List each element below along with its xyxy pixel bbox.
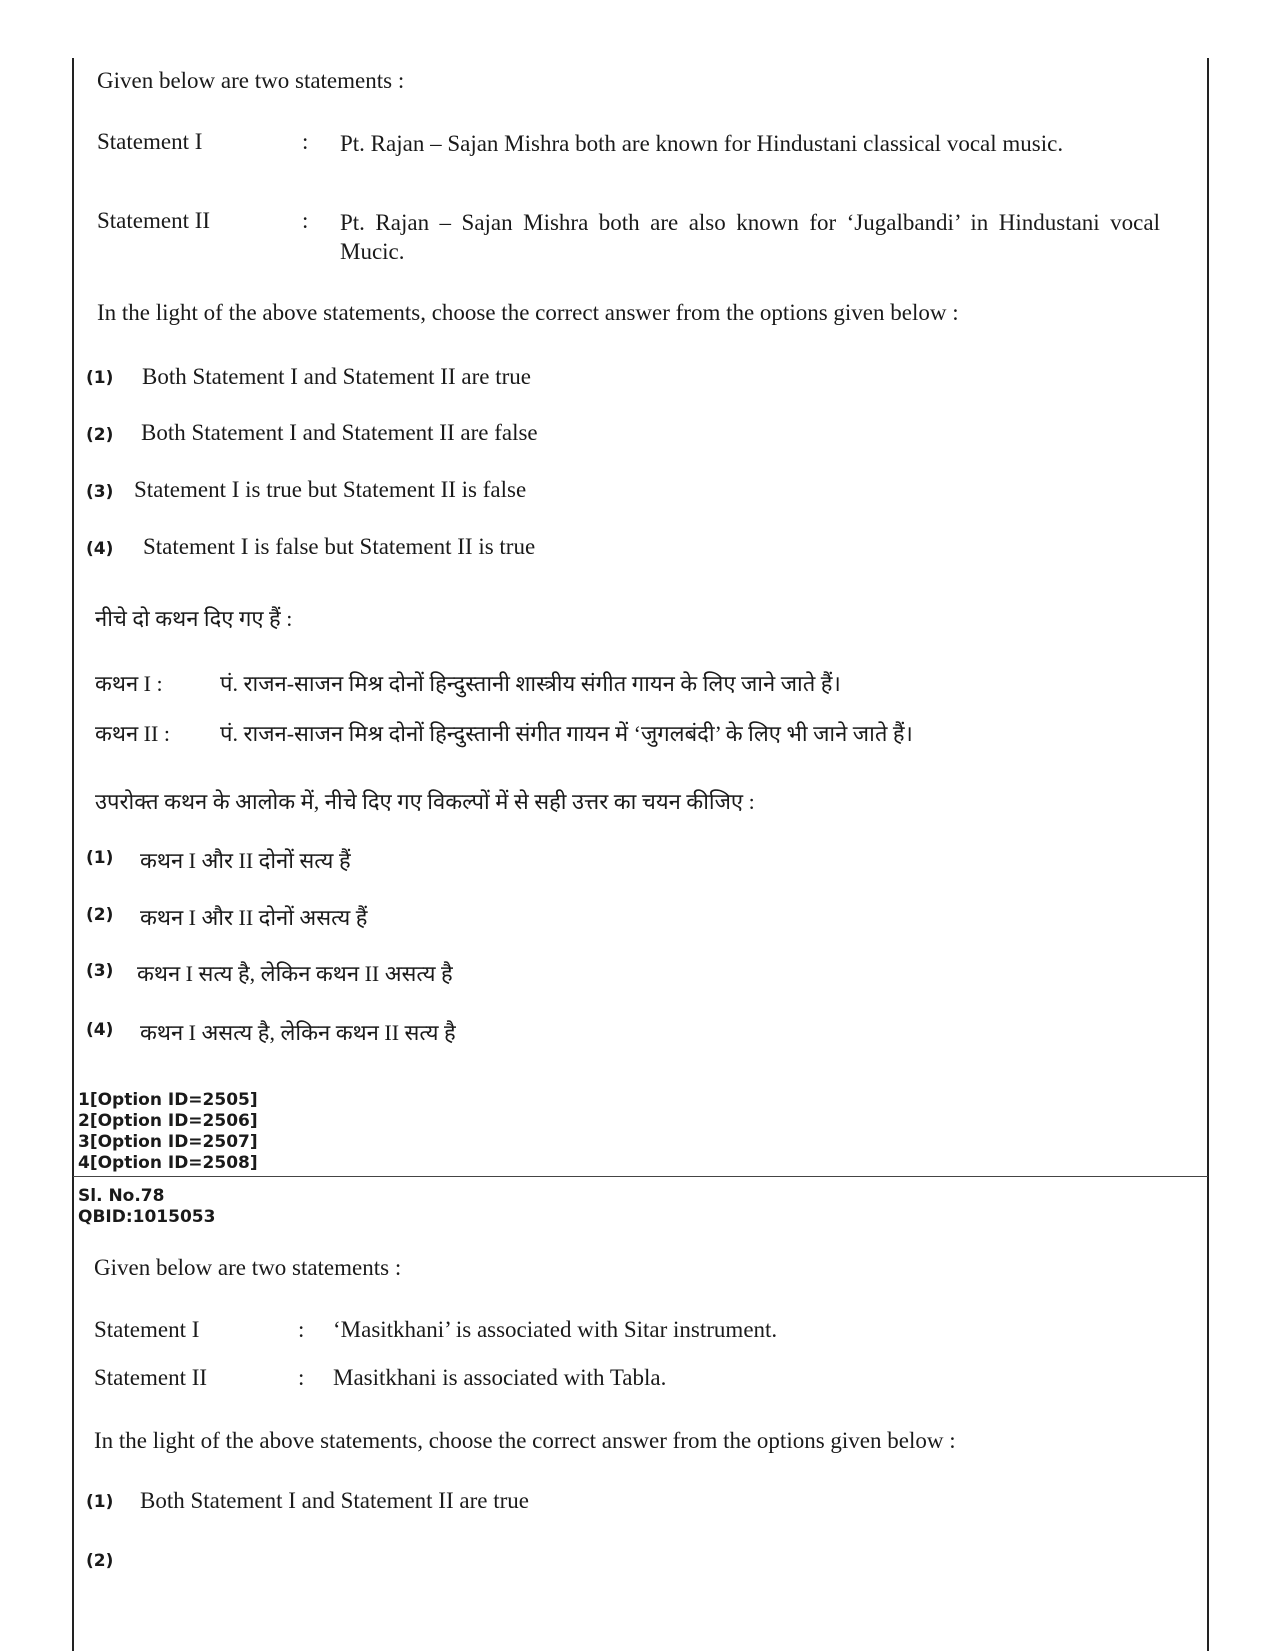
q77-option4-text: Statement I is false but Statement II is true — [143, 534, 536, 559]
q77-option3-text: Statement I is true but Statement II is false — [134, 477, 527, 502]
q77-hi-option3-text: कथन I सत्य है, लेकिन कथन II असत्य है — [137, 961, 453, 986]
q78-option2-number: (2) — [86, 1551, 114, 1571]
q78-statement1-text: ‘Masitkhani’ is associated with Sitar instrument. — [333, 1317, 778, 1342]
q77-option3-number: (3) — [86, 482, 114, 502]
q77-statement2-text: Pt. Rajan – Sajan Mishra both are also known for ‘Jugalbandi’ in Hindustani vocal Mucic. — [340, 210, 1160, 264]
q78-intro: Given below are two statements : — [94, 1255, 402, 1280]
q78-statement1-label: Statement I — [94, 1317, 200, 1342]
q77-hi-intro: नीचे दो कथन दिए गए हैं : — [95, 606, 293, 631]
left-border — [72, 58, 74, 1651]
q77-option1-number: (1) — [86, 368, 114, 388]
q78-option1-number: (1) — [86, 1492, 114, 1512]
q77-option-id-1: 1[Option ID=2505] — [78, 1090, 258, 1110]
q77-statement2-label: Statement II — [97, 208, 211, 233]
q77-intro: Given below are two statements : — [97, 68, 405, 93]
q77-option2-text: Both Statement I and Statement II are false — [141, 420, 538, 445]
q78-option1-text: Both Statement I and Statement II are true — [140, 1488, 529, 1513]
right-border — [1207, 58, 1209, 1651]
q78-statement2-label: Statement II — [94, 1365, 208, 1390]
q77-option-id-2: 2[Option ID=2506] — [78, 1111, 258, 1131]
q78-prompt: In the light of the above statements, choose the correct answer from the options given below : — [94, 1428, 956, 1453]
q77-option4-number: (4) — [86, 539, 114, 559]
q77-hi-option4-text: कथन I असत्य है, लेकिन कथन II सत्य है — [140, 1020, 456, 1045]
q77-hi-option2-number: (2) — [86, 905, 114, 925]
q77-option-id-3: 3[Option ID=2507] — [78, 1132, 258, 1152]
q78-serial-number: Sl. No.78 — [78, 1186, 165, 1206]
q78-statement1-colon: : — [298, 1317, 305, 1342]
q77-hi-option1-number: (1) — [86, 848, 114, 868]
question-divider — [73, 1176, 1208, 1177]
q77-statement1-label: Statement I — [97, 129, 203, 154]
q77-option-id-4: 4[Option ID=2508] — [78, 1153, 258, 1173]
q77-option2-number: (2) — [86, 425, 114, 445]
q77-prompt: In the light of the above statements, choose the correct answer from the options given below : — [97, 300, 959, 325]
q78-statement2-text: Masitkhani is associated with Tabla. — [333, 1365, 667, 1390]
q77-hi-statement2-text: पं. राजन-साजन मिश्र दोनों हिन्दुस्तानी संगीत गायन में ‘जुगलबंदी’ के लिए भी जाने जाते हैं। — [220, 721, 913, 746]
q77-hi-option4-number: (4) — [86, 1020, 114, 1040]
q77-hi-statement1-label: कथन I : — [95, 671, 163, 696]
q77-hi-prompt: उपरोक्त कथन के आलोक में, नीचे दिए गए विकल्पों में से सही उत्तर का चयन कीजिए : — [95, 789, 755, 814]
q78-statement2-colon: : — [298, 1365, 305, 1390]
q77-statement2-colon: : — [302, 208, 309, 233]
q77-hi-option1-text: कथन I और II दोनों सत्य हैं — [140, 848, 351, 873]
q77-statement1-colon: : — [302, 129, 309, 154]
q77-option1-text: Both Statement I and Statement II are true — [142, 364, 531, 389]
q78-qbid: QBID:1015053 — [78, 1207, 216, 1227]
q77-hi-statement2-label: कथन II : — [95, 721, 170, 746]
q77-statement1-text: Pt. Rajan – Sajan Mishra both are known for Hindustani classical vocal music. — [340, 131, 1064, 156]
q77-hi-option2-text: कथन I और II दोनों असत्य हैं — [140, 905, 368, 930]
q77-hi-option3-number: (3) — [86, 961, 114, 981]
q77-hi-statement1-text: पं. राजन-साजन मिश्र दोनों हिन्दुस्तानी शास्त्रीय संगीत गायन के लिए जाने जाते हैं। — [220, 671, 841, 696]
